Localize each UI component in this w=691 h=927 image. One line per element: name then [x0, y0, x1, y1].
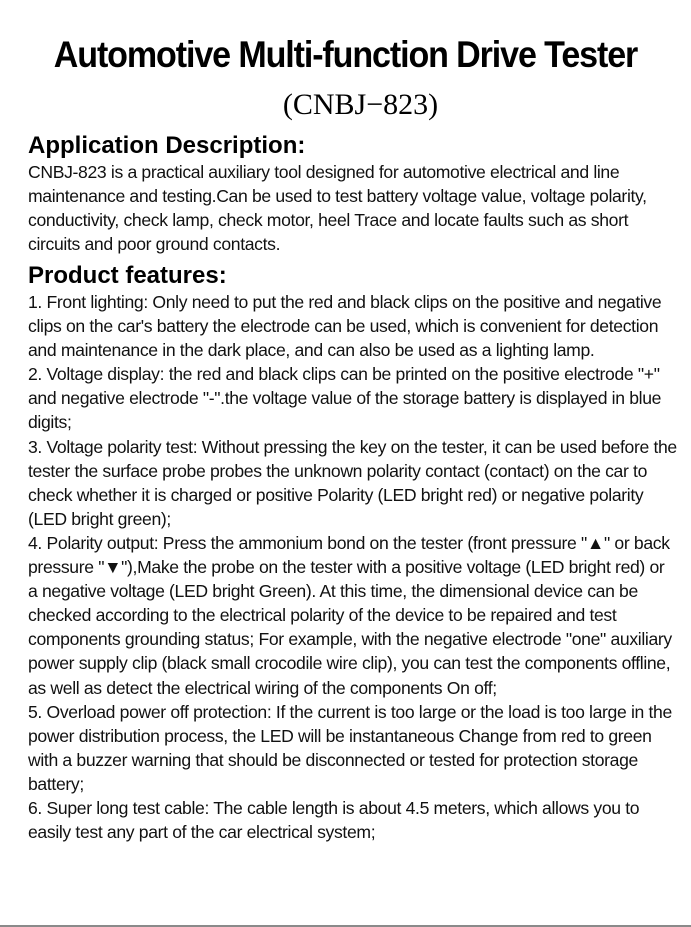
feature-item-test-cable: 6. Super long test cable: The cable length is about 4.5 meters, which allows you to easily test any part of the car electrical system; — [28, 797, 640, 843]
document-title: Automotive Multi-function Drive Tester — [53, 34, 638, 75]
feature-item-polarity-output: 4. Polarity output: Press the ammonium bond on the tester (front pressure "▲" or back pressure "▼"),Make the probe on the tester with a positive voltage (LED bright red) or a negative voltage (LED bright Green). At this time, the dimensional device can be checked according to the electrical polarity of the device to be repaired and test components grounding status; For example, with the negative electrode "one" auxiliary power supply clip (black small crocodile wire clip), you can test the components offline, as well as detect the electrical wiring of the components On off; — [28, 532, 672, 698]
application-heading: Application Description: — [28, 132, 306, 159]
feature-item-voltage-polarity-test: 3. Voltage polarity test: Without pressing the key on the tester, it can be used before the tester the surface probe probes the unknown polarity contact (contact) on the car to check whether it is charged or positive Polarity (LED bright red) or negative polarity (LED bright green); — [28, 436, 677, 529]
application-text: CNBJ-823 is a practical auxiliary tool designed for automotive electrical and line maintenance and testing.Can be used to test battery voltage value, voltage polarity, conductivity, check lamp, check motor, heel Trace and locate faults such as short circuits and poor ground contacts. — [28, 162, 647, 255]
model-number: (CNBJ−823) — [282, 88, 439, 121]
feature-item-overload-protection: 5. Overload power off protection: If the current is too large or the load is too large in the power distribution process, the LED will be instantaneous Change from red to green with a buzzer warning that should be disconnected or tested for protection storage battery; — [28, 701, 672, 794]
application-description — [28, 160, 678, 256]
features-heading: Product features: — [28, 262, 227, 289]
feature-item-voltage-display: 2. Voltage display: the red and black clips can be printed on the positive electrode "+" and negative electrode "-".the voltage value of the storage battery is displayed in blue digits; — [28, 364, 662, 433]
feature-item-front-lighting: 1. Front lighting: Only need to put the red and black clips on the positive and negative clips on the car's battery the electrode can be used, which is convenient for detection and maintenance in the dark place, and can also be used as a lighting lamp. — [28, 292, 662, 361]
features-list — [28, 290, 678, 844]
